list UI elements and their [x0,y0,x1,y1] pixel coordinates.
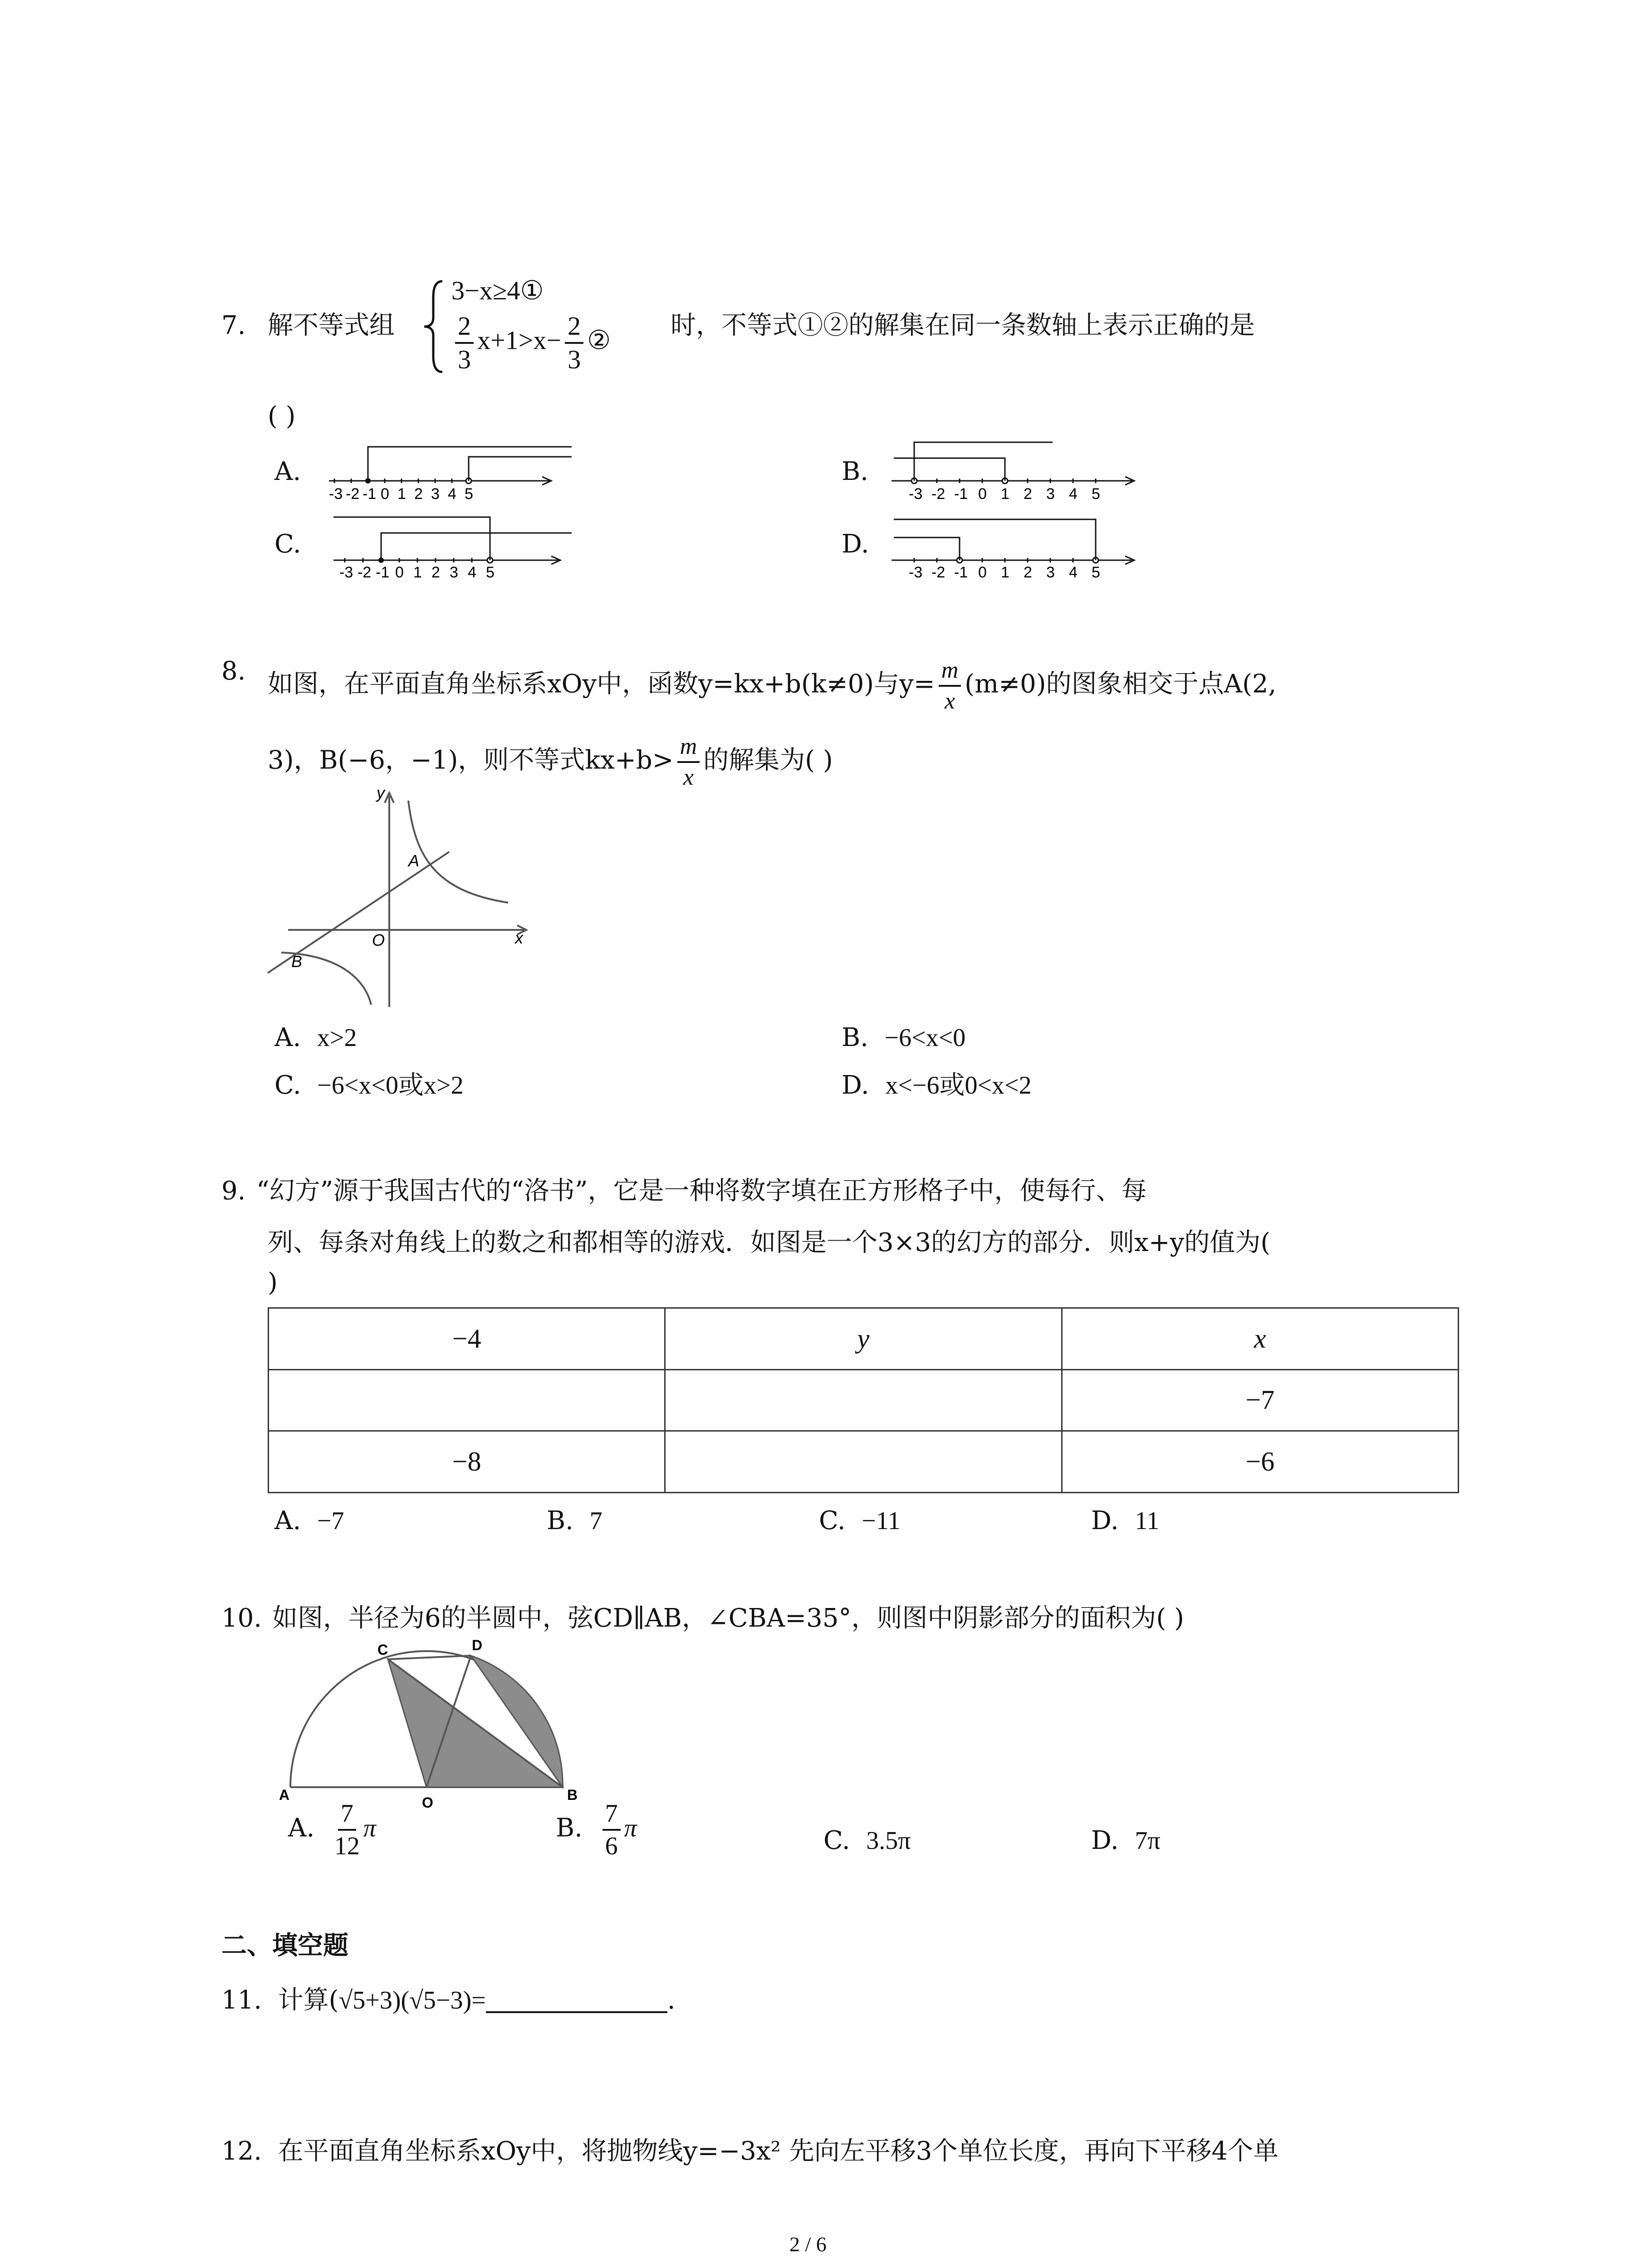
q9-option-c-text: −11 [862,1507,901,1535]
q7-option-c-label: C. [274,529,301,559]
q7-c-tick-label: 5 [486,564,495,581]
q7-prefix: 解不等式组 [268,311,395,340]
q7-number: 7. [221,311,246,340]
q8-frac-num: m [939,659,961,687]
q10-label-c: C [377,1642,388,1658]
q8-function-graph [263,785,544,1021]
q9-option-a-label: A. [274,1506,301,1535]
q11-end: −3)= [436,1986,486,2014]
q7-c-tick-label: -1 [376,564,390,581]
q7-a-tick-label: 4 [448,485,456,503]
q10-option-a-label: A. [288,1813,315,1843]
q9-option-a-text: −7 [317,1507,344,1535]
q7-d-tick-label: 3 [1046,564,1055,581]
q7-option-b-label: B. [842,457,868,486]
q10-semicircle-figure [259,1628,603,1819]
q9-option-c [819,1508,901,1534]
q10-option-d-label: D. [1091,1826,1119,1855]
q7-c-tick-label: 3 [450,564,458,581]
q8-frac2-den: x [683,764,694,790]
q7-c-tick-label: -2 [358,564,372,581]
q7-a-tick-label: 3 [431,485,440,503]
q9-option-d [1091,1508,1159,1534]
q7-a-tick-label: -3 [329,485,343,503]
q10-option-a [288,1801,376,1859]
table-cell [665,1431,1062,1493]
q10-option-b [556,1801,637,1859]
q10-option-a-num: 7 [338,1801,356,1831]
table-cell [665,1369,1062,1431]
q7-c-tick-label: 2 [431,564,440,581]
q7-c-tick-label: 0 [395,564,404,581]
q8-option-b [842,1025,965,1051]
q11-number: 11. [221,1985,262,2015]
q7-a-tick-label: -1 [362,485,377,503]
q7-option-c-numberline [324,515,578,581]
q8-option-b-label: B. [842,1023,868,1052]
q8-number: 8. [221,656,246,686]
q10-text: 如图，半径为6的半圆中，弦CD∥AB，∠CBA=35°，则图中阴影部分的面积为( ) [272,1603,1184,1633]
q10-label-o: O [422,1794,433,1811]
q8-option-b-text: −6<x<0 [884,1024,966,1052]
q8-graph-point-b-label: B [291,952,303,971]
q10-option-c-label: C. [823,1826,850,1855]
q7-d-tick-label: 4 [1069,564,1078,581]
q7-b-tick-label: 3 [1046,485,1055,503]
q10-option-d-text: 7π [1135,1827,1161,1855]
q8-graph-x-label: x [515,929,523,947]
q12-text: 在平面直角坐标系xOy中，将抛物线y=−3x² 先向左平移3个单位长度，再向下平移4个单 [278,2136,1279,2166]
q8-option-a-text: x>2 [317,1024,357,1052]
q7-a-tick-label: -2 [346,485,360,503]
q7-b-tick-label: 1 [1001,485,1009,503]
q8-graph-point-a-label: A [408,851,420,870]
q8-frac-den: x [944,688,955,714]
q7-b-tick-label: -1 [954,485,968,503]
q7-d-tick-label: -1 [954,564,968,581]
table-cell: y [665,1308,1062,1370]
q12-number: 12. [221,2136,262,2166]
q7-option-d-numberline [889,515,1143,581]
q8-line1 [268,659,1276,713]
q8-option-d-text: x<−6或0<x<2 [885,1071,1032,1100]
q7-b-tick-label: -2 [931,485,945,503]
table-row [269,1308,1459,1370]
q8-graph-origin-label: O [372,931,385,949]
q9-magic-square-table [268,1307,1459,1493]
q7-a-tick-label: 1 [397,485,406,503]
q7-c-tick-label: 4 [468,564,476,581]
q8-option-a [274,1025,357,1051]
q7-a-tick-label: 2 [414,485,423,503]
q7-frac1-den: 3 [458,345,471,374]
q10-option-b-label: B. [556,1813,583,1843]
q11-dot: . [667,1985,676,2015]
q8-option-d-label: D. [842,1070,869,1100]
q8-option-c-text: −6<x<0或x>2 [317,1071,464,1100]
q10-label-d: D [472,1637,483,1653]
q9-option-a [274,1508,344,1534]
q11-mid: +3)( [365,1986,410,2014]
q7-option-b-numberline [889,438,1143,501]
q9-option-b [547,1508,603,1534]
q10-option-c [823,1828,911,1853]
q7-ineq1: 3−x≥4① [451,276,544,305]
q9-option-b-text: 7 [589,1507,603,1535]
q9-option-d-label: D. [1091,1506,1119,1535]
q7-a-tick-label: 5 [465,485,473,503]
q10-option-a-pi: π [363,1814,376,1843]
q7-b-tick-label: 0 [978,485,987,503]
q9-line2: 列、每条对角线上的数之和都相等的游戏．如图是一个3×3的幻方的部分．则x+y的值为( [268,1228,1271,1257]
q7-c-tick-label: -3 [339,564,353,581]
page-number: 2 / 6 [789,2233,827,2256]
q7-d-tick-label: 5 [1092,564,1100,581]
q8-frac2-num: m [677,735,700,763]
q10-label-a: A [279,1787,290,1803]
q7-d-tick-label: 0 [978,564,987,581]
q11-answer-blank[interactable] [486,1989,667,2013]
q9-line3: ) [268,1268,278,1297]
table-row [269,1431,1459,1493]
q7-d-tick-label: -3 [909,564,923,581]
q7-paren: ( ) [268,401,296,431]
q8-option-a-label: A. [274,1023,301,1052]
q7-option-a-numberline [324,442,578,501]
q8-option-d [842,1070,1032,1100]
q7-frac2-num: 2 [565,313,583,344]
q10-label-b: B [567,1787,578,1803]
q9-option-d-text: 11 [1135,1507,1160,1535]
q10-option-d [1091,1828,1161,1853]
table-cell: −7 [1062,1369,1458,1431]
q9-option-b-label: B. [547,1506,573,1535]
q7-option-d-label: D. [842,529,869,559]
q8-line1-a: 如图，在平面直角坐标系xOy中，函数y=kx+b(k≠0)与y= [268,669,935,699]
table-cell: −4 [269,1308,665,1370]
q10-option-b-num: 7 [603,1801,621,1831]
q9-number: 9. [221,1176,246,1206]
q9-line1: “幻方”源于我国古代的“洛书”，它是一种将数字填在正方形格子中，使每行、每 [256,1176,1147,1206]
q7-b-tick-label: 5 [1092,485,1100,503]
q7-d-tick-label: 1 [1001,564,1009,581]
q7-b-tick-label: 2 [1024,485,1032,503]
table-cell: −6 [1062,1431,1458,1493]
q7-d-tick-label: -2 [931,564,945,581]
q10-option-c-text: 3.5π [866,1827,911,1855]
q12-line [221,2136,1279,2166]
q7-ineq2-mid: x+1>x− [477,325,562,355]
q11-line [221,1985,676,2015]
q10-option-b-den: 6 [605,1832,618,1860]
q7-ineq2 [451,313,611,373]
q9-option-c-label: C. [819,1506,846,1535]
q7-frac2-den: 3 [568,345,581,374]
table-cell [269,1369,665,1431]
table-cell: −8 [269,1431,665,1493]
q7-brace [422,279,449,374]
section-title: 二、填空题 [221,1931,348,1960]
q7-option-a-label: A. [274,457,301,486]
q11-text-a: 计算( [278,1985,339,2015]
table-row [269,1369,1459,1431]
q8-graph-y-label: y [377,783,385,802]
q7-c-tick-label: 1 [413,564,422,581]
q8-option-c [274,1070,464,1100]
q7-frac1-num: 2 [455,313,474,344]
q10-option-b-pi: π [624,1814,637,1843]
q10-number: 10. [221,1603,262,1633]
q8-line1-b: (m≠0)的图象相交于点A(2, [965,669,1277,699]
q7-a-tick-label: 0 [381,485,389,503]
q8-line2-a: 3)，B(−6，−1)，则不等式kx+b> [268,745,674,775]
q7-b-tick-label: 4 [1069,485,1078,503]
q8-line2 [268,735,833,789]
table-cell: x [1062,1308,1458,1370]
q10-option-a-den: 12 [334,1832,360,1860]
q7-b-tick-label: -3 [909,485,923,503]
q11-sqrt-1: √5 [338,1986,366,2014]
q8-line2-b: 的解集为( ) [703,745,833,775]
q11-sqrt-2: √5 [409,1986,436,2014]
q7-d-tick-label: 2 [1024,564,1032,581]
q8-option-c-label: C. [274,1070,301,1100]
q7-ineq2-end: ② [587,325,611,355]
q7-suffix: 时，不等式①②的解集在同一条数轴上表示正确的是 [671,311,1255,340]
